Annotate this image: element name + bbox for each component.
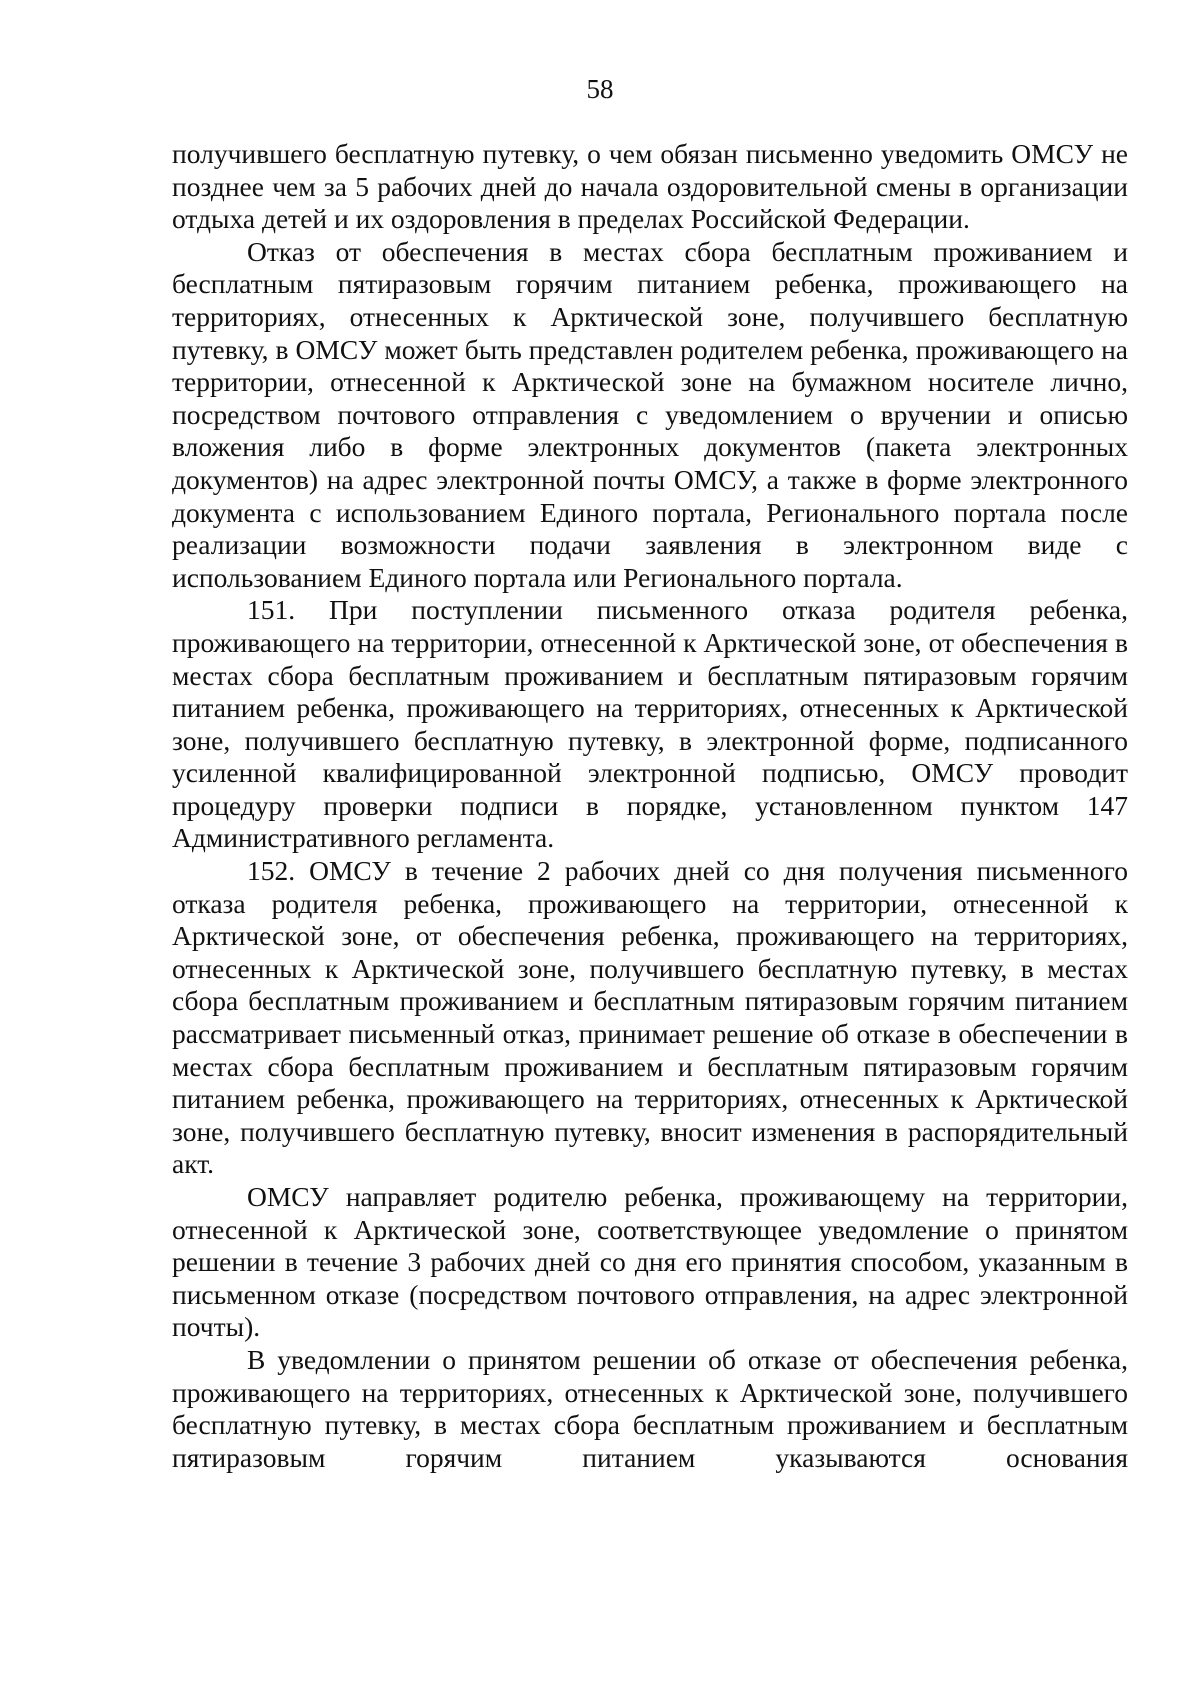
- body-text: [172, 138, 1128, 1474]
- paragraph-notification: ОМСУ направляет родителю ребенка, проживающему на территории, отнесенной к Арктической зоне, соответствующее уведомление о принятом решении в течение 3 рабочих дней со дня его принятия способом, указанным в письменном отказе (посредством почтового отправления, на адрес электронной почты).: [172, 1181, 1128, 1343]
- paragraph-151: 151. При поступлении письменного отказа родителя ребенка, проживающего на территории, отнесенной к Арктической зоне, от обеспечения в местах сбора бесплатным проживанием и бесплатным пятиразовым горячим питанием ребенка, проживающего на территориях, отнесенных к Арктической зоне, получившего бесплатную путевку, в электронной форме, подписанного усиленной квалифицированной электронной подписью, ОМСУ проводит процедуру проверки подписи в порядке, установленном пунктом 147 Административного регламента.: [172, 594, 1128, 854]
- page-number: 58: [586, 74, 614, 104]
- paragraph-152: 152. ОМСУ в течение 2 рабочих дней со дня получения письменного отказа родителя ребенка, проживающего на территории, отнесенной к Арктической зоне, от обеспечения ребенка, проживающего на территориях, отнесенных к Арктической зоне, получившего бесплатную путевку, в местах сбора бесплатным проживанием и бесплатным пятиразовым горячим питанием рассматривает письменный отказ, принимает решение об отказе в обеспечении в местах сбора бесплатным проживанием и бесплатным пятиразовым горячим питанием ребенка, проживающего на территориях, отнесенных к Арктической зоне, получившего бесплатную путевку, вносит изменения в распорядительный акт.: [172, 855, 1128, 1180]
- paragraph-continuation: получившего бесплатную путевку, о чем обязан письменно уведомить ОМСУ не позднее чем за 5 рабочих дней до начала оздоровительной смены в организации отдыха детей и их оздоровления в пределах Российской Федерации.: [172, 138, 1128, 235]
- paragraph-refusal-submission: Отказ от обеспечения в местах сбора бесплатным проживанием и бесплатным пятиразовым горячим питанием ребенка, проживающего на территориях, отнесенных к Арктической зоне, получившего бесплатную путевку, в ОМСУ может быть представлен родителем ребенка, проживающего на территории, отнесенной к Арктической зоне на бумажном носителе лично, посредством почтового отправления с уведомлением о вручении и описью вложения либо в форме электронных документов (пакета электронных документов) на адрес электронной почты ОМСУ, а также в форме электронного документа с использованием Единого портала, Регионального портала после реализации возможности подачи заявления в электронном виде с использованием Единого портала или Регионального портала.: [172, 235, 1128, 593]
- paragraph-notification-contents: В уведомлении о принятом решении об отказе от обеспечения ребенка, проживающего на территориях, отнесенных к Арктической зоне, получившего бесплатную путевку, в местах сбора бесплатным проживанием и бесплатным пятиразовым горячим питанием указываются основания: [172, 1343, 1128, 1473]
